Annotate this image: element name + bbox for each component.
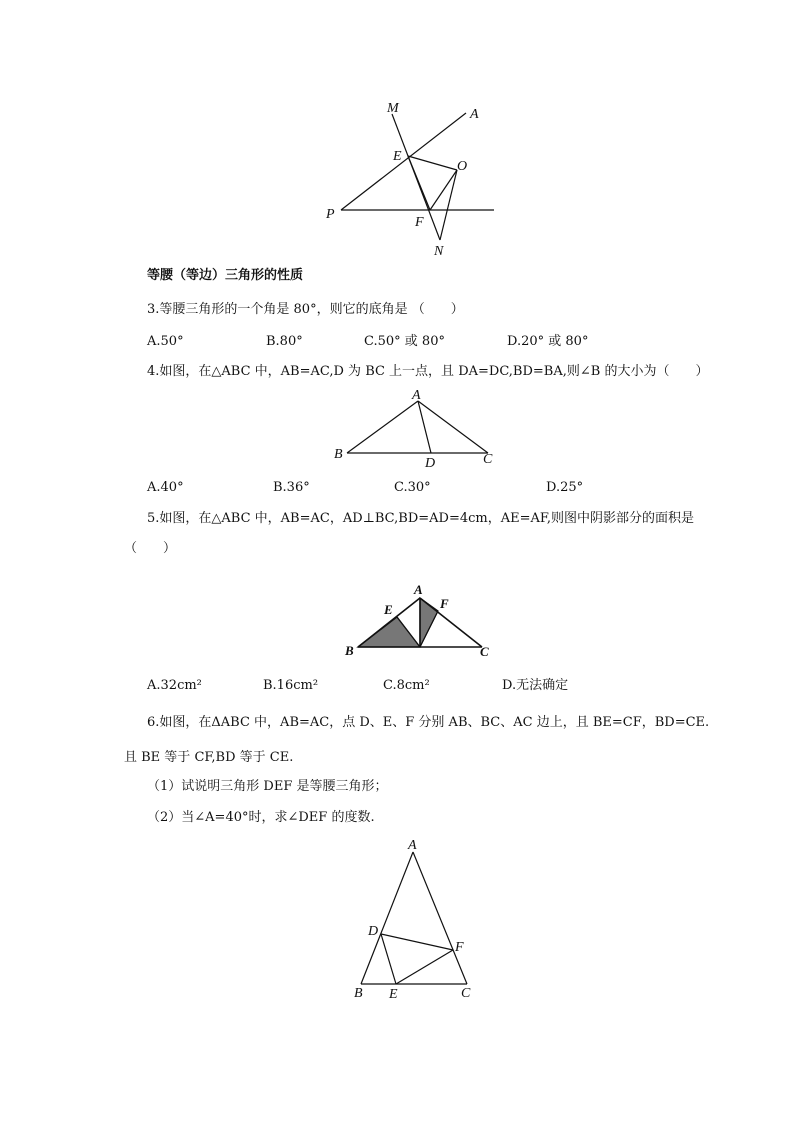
label-n: N xyxy=(434,244,444,259)
q5-option-c: C.8cm² xyxy=(383,678,430,693)
q4-option-b: B.36° xyxy=(273,480,310,495)
q5-label-b: B xyxy=(345,643,354,658)
q5-option-a: A.32cm² xyxy=(147,678,202,693)
q5-stem-line2: （ ） xyxy=(124,541,177,556)
q4-label-d: D xyxy=(425,456,436,471)
label-o: O xyxy=(457,159,468,174)
q4-label-a: A xyxy=(412,388,421,403)
q4-option-d: D.25° xyxy=(546,480,584,495)
q6-sub2: （2）当∠A=40°时，求∠DEF 的度数. xyxy=(147,810,375,825)
q6-stem-line2: 且 BE 等于 CF,BD 等于 CE. xyxy=(124,750,294,765)
label-f: F xyxy=(415,215,424,230)
q6-label-b: B xyxy=(354,986,363,1001)
q6-label-d: D xyxy=(368,924,379,939)
q4-label-c: C xyxy=(483,452,493,467)
q5-option-b: B.16cm² xyxy=(263,678,319,693)
q5-option-d: D.无法确定 xyxy=(502,678,569,693)
label-a: A xyxy=(470,107,479,122)
label-e: E xyxy=(393,149,402,164)
q6-label-f: F xyxy=(455,940,464,955)
q3-option-c: C.50° 或 80° xyxy=(364,334,445,349)
q4-option-a: A.40° xyxy=(147,480,184,495)
q6-label-a: A xyxy=(408,838,417,853)
q5-stem-line1: 5.如图，在△ABC 中，AB=AC，AD⊥BC,BD=AD=4cm，AE=AF,则图中阴影部分的面积是 xyxy=(147,511,695,526)
q4-option-c: C.30° xyxy=(394,480,431,495)
label-p: P xyxy=(326,207,335,222)
q4-label-b: B xyxy=(334,447,343,462)
q4-stem: 4.如图，在△ABC 中，AB=AC,D 为 BC 上一点，且 DA=DC,BD=BA,则∠B 的大小为（ ） xyxy=(147,364,709,379)
q3-option-b: B.80° xyxy=(266,334,303,349)
q6-label-e: E xyxy=(389,987,398,1002)
q6-sub1: （1）试说明三角形 DEF 是等腰三角形； xyxy=(147,779,388,794)
q3-stem: 3.等腰三角形的一个角是 80°，则它的底角是 （ ） xyxy=(147,302,464,317)
section-title: 等腰（等边）三角形的性质 xyxy=(147,268,304,283)
q3-option-d: D.20° 或 80° xyxy=(507,334,589,349)
q5-label-c: C xyxy=(480,644,489,659)
q6-stem-line1: 6.如图，在ΔABC 中，AB=AC，点 D、E、F 分别 AB、BC、AC 边上，且 BE=CF，BD=CE. xyxy=(147,715,710,730)
q5-label-f: F xyxy=(440,596,449,611)
q3-option-a: A.50° xyxy=(147,334,184,349)
q5-label-e: E xyxy=(384,602,393,617)
q6-label-c: C xyxy=(461,986,471,1001)
q5-label-a: A xyxy=(414,582,423,597)
label-m: M xyxy=(387,101,399,116)
